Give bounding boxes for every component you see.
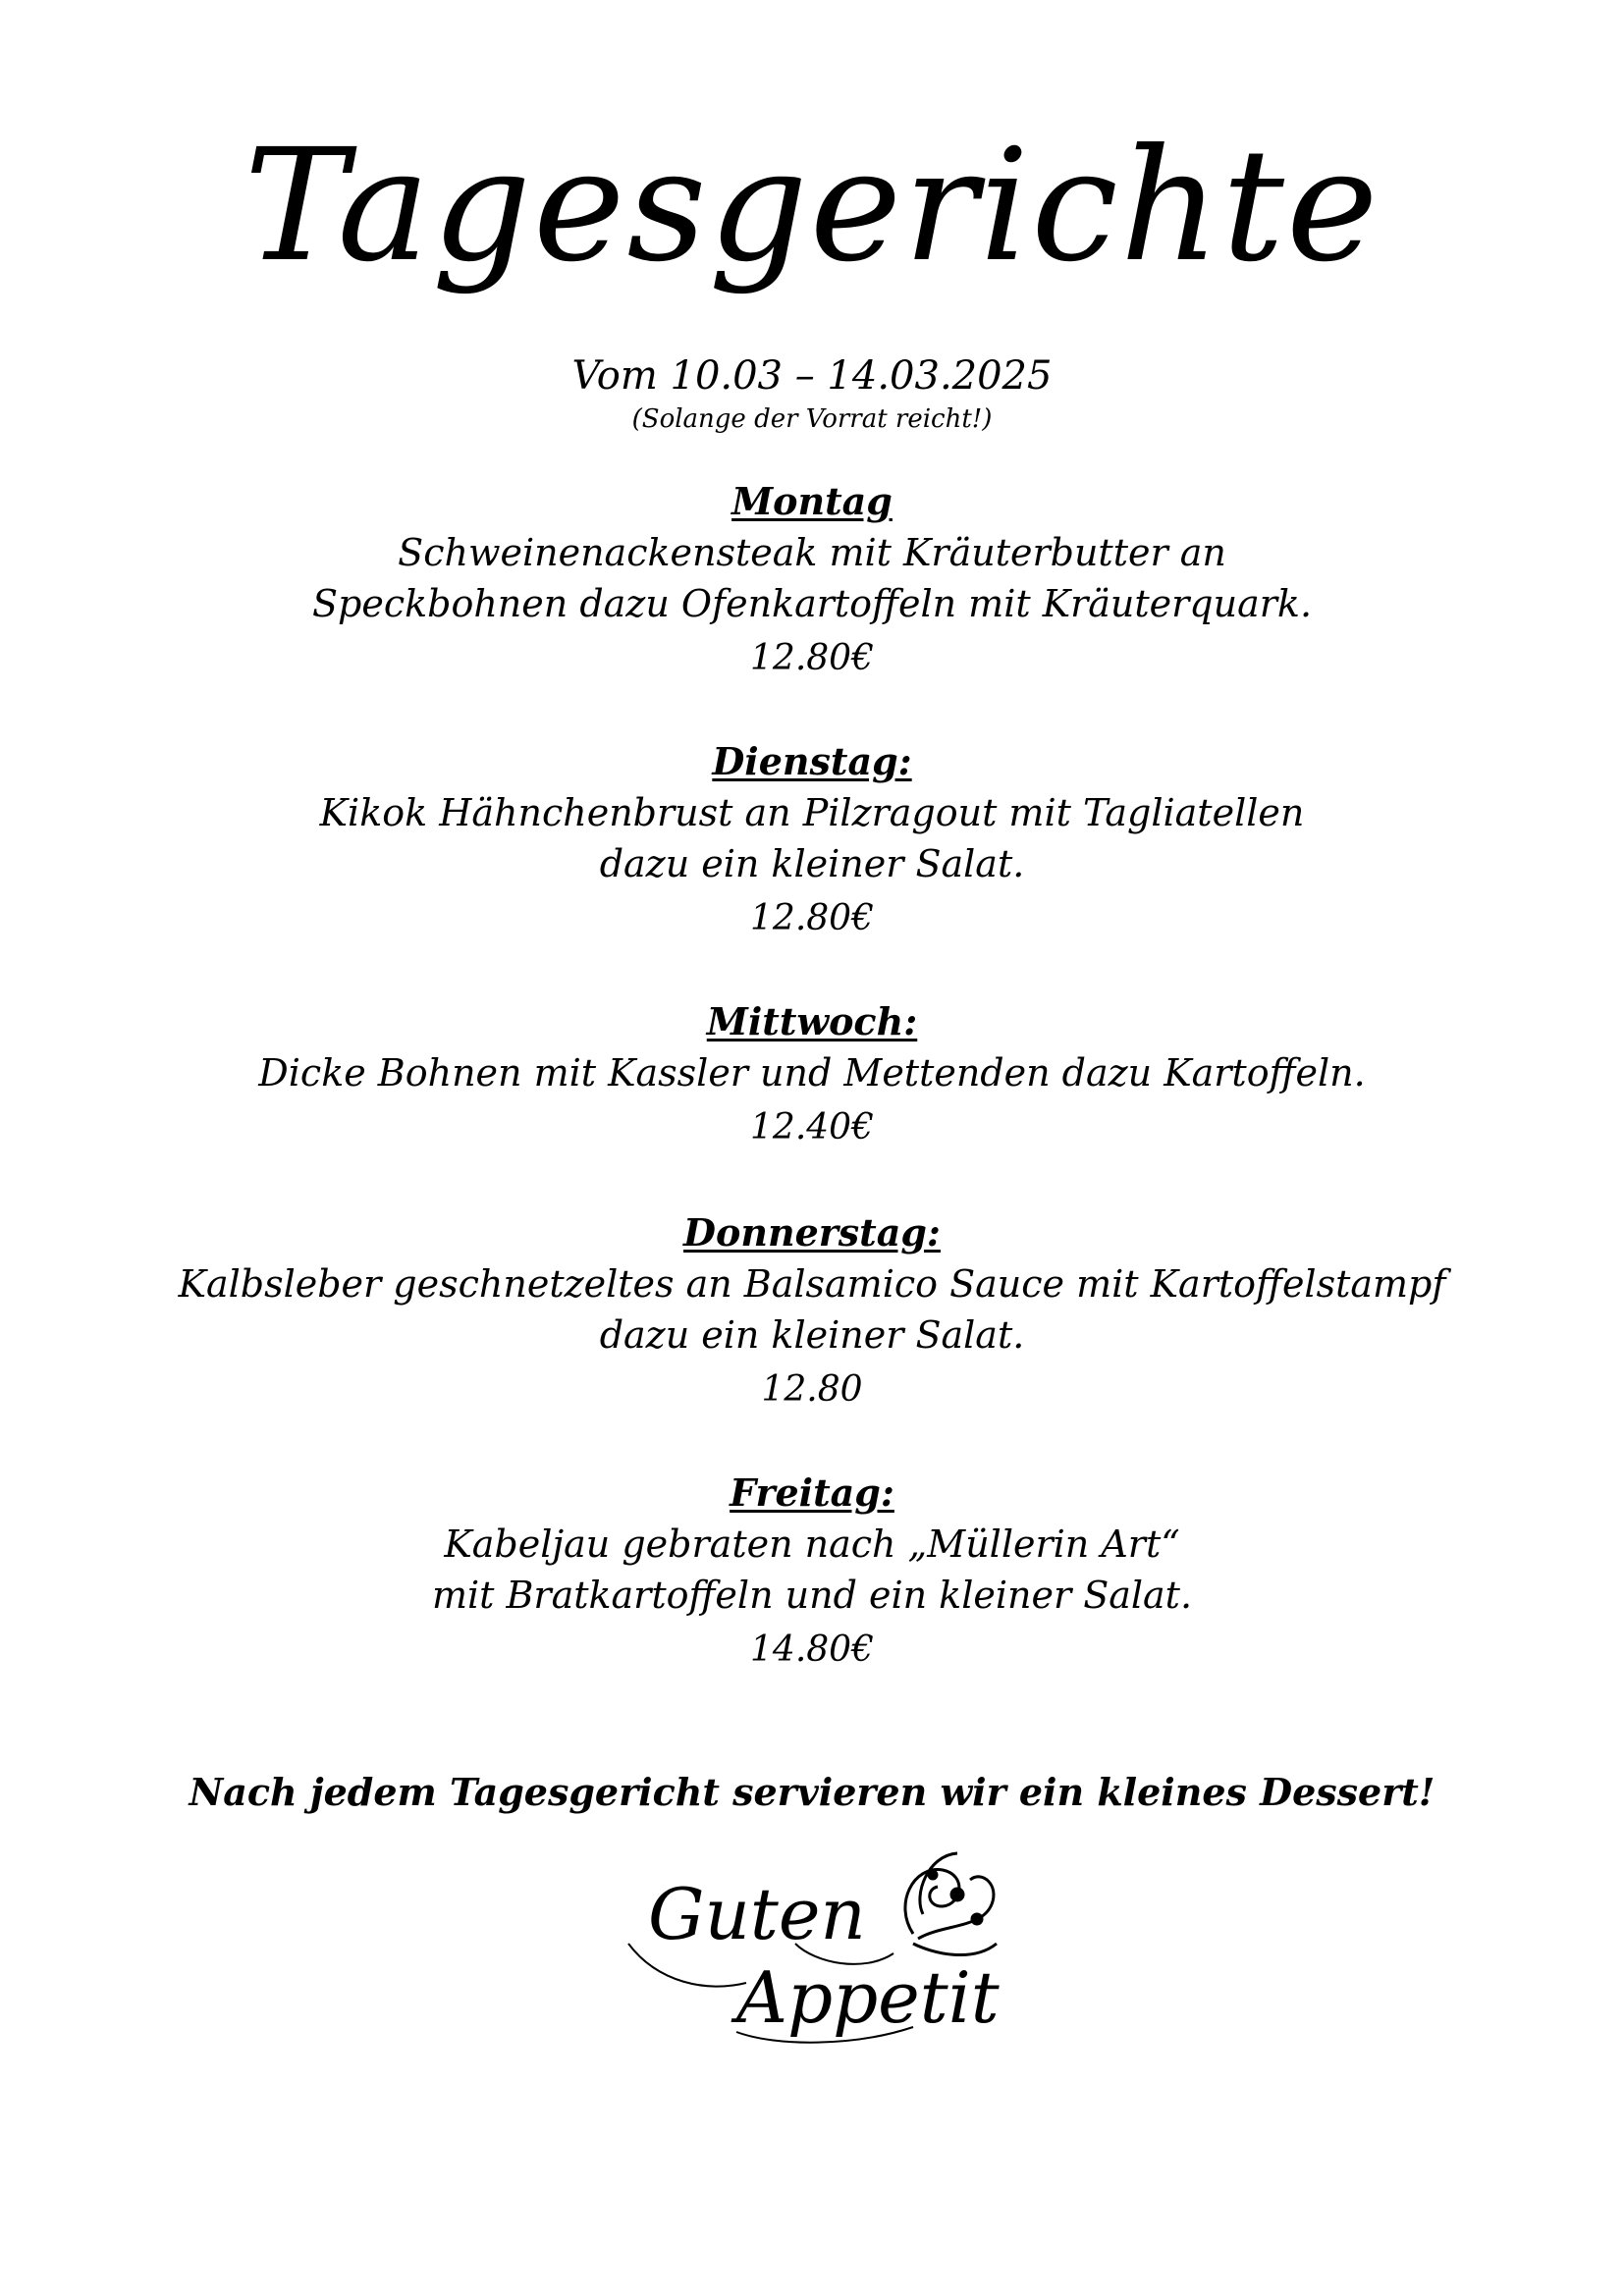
availability-note: (Solange der Vorrat reicht!) [631, 404, 993, 434]
day-section-mittwoch [0, 996, 1624, 1153]
logo-text-appetit: Appetit [736, 1956, 1000, 2039]
dish-line: Schweinenackensteak mit Kräuterbutter an [398, 531, 1226, 574]
dish-line: Kabeljau gebraten nach „Müllerin Art“ [444, 1522, 1180, 1566]
logo-text-guten: Guten [648, 1873, 866, 1955]
dish-line: dazu ein kleiner Salat. [599, 1313, 1025, 1357]
day-title: Dienstag: [712, 739, 912, 783]
day-section-dienstag [0, 736, 1624, 944]
dish-line: Dicke Bohnen mit Kassler und Mettenden dazu Kartoffeln. [258, 1051, 1366, 1095]
price: 12.80€ [750, 898, 874, 938]
day-section-montag [0, 476, 1624, 684]
day-title: Montag [731, 479, 893, 523]
day-title: Mittwoch: [706, 999, 918, 1043]
dish-line: Speckbohnen dazu Ofenkartoffeln mit Kräuterquark. [311, 582, 1313, 625]
day-title: Donnerstag: [683, 1210, 941, 1255]
day-section-freitag [0, 1468, 1624, 1676]
price: 12.80€ [750, 638, 874, 678]
dessert-note: Nach jedem Tagesgericht servieren wir ein kleines Dessert! [189, 1770, 1435, 1814]
price: 14.80€ [750, 1629, 874, 1670]
dish-line: mit Bratkartoffeln und ein kleiner Salat. [431, 1574, 1193, 1617]
date-range: Vom 10.03 – 14.03.2025 [571, 353, 1053, 399]
day-section-donnerstag [0, 1207, 1624, 1415]
page-title: Tagesgerichte [244, 116, 1380, 296]
day-title: Freitag: [730, 1470, 894, 1515]
dish-line: Kalbsleber geschnetzeltes an Balsamico Sauce mit Kartoffelstampf [178, 1262, 1446, 1306]
price: 12.40€ [750, 1107, 874, 1148]
guten-appetit-logo [619, 1845, 1011, 2052]
dish-line: dazu ein kleiner Salat. [599, 842, 1025, 885]
price: 12.80 [761, 1369, 863, 1410]
dish-line: Kikok Hähnchenbrust an Pilzragout mit Tagliatellen [319, 791, 1305, 834]
